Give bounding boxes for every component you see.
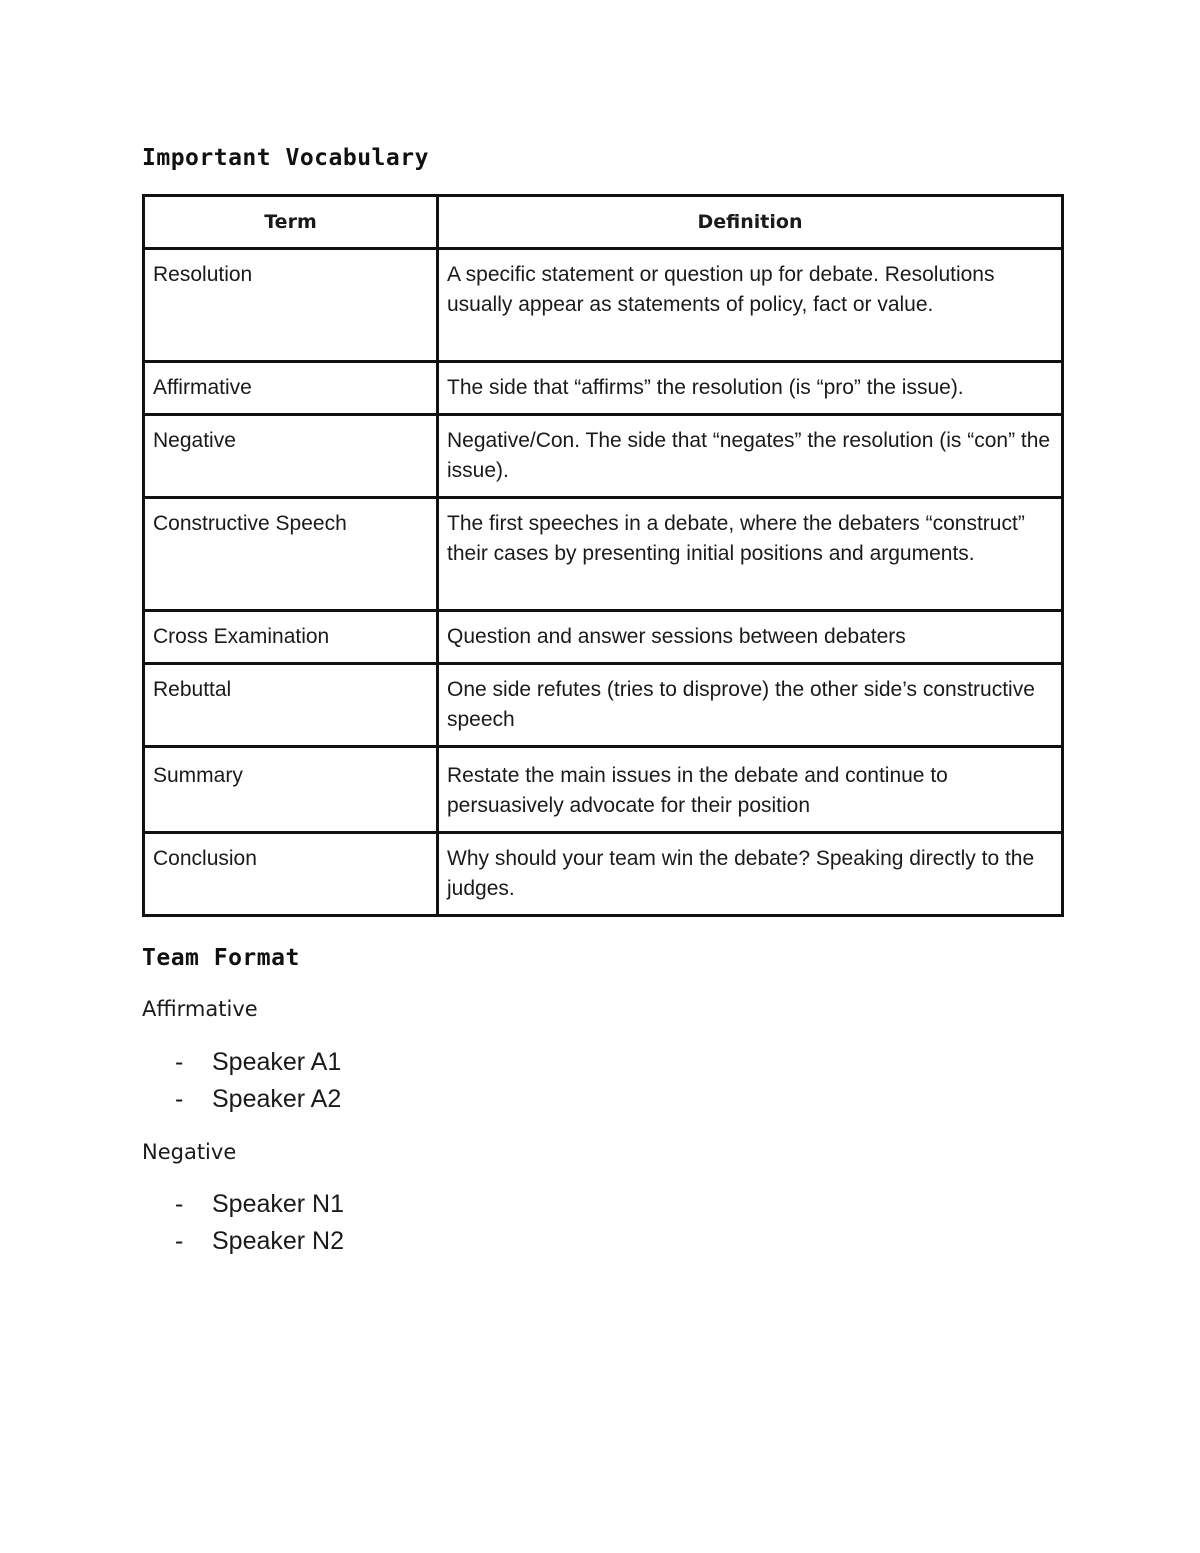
definition-cell: The first speeches in a debate, where the debaters “construct” their cases by presenting initial positions and arguments. bbox=[438, 498, 1063, 611]
term-cell: Constructive Speech bbox=[144, 498, 438, 611]
table-row bbox=[144, 249, 1063, 362]
list-item bbox=[175, 1081, 341, 1118]
table-row bbox=[144, 833, 1063, 916]
list-item bbox=[175, 1044, 341, 1081]
negative-speaker-list bbox=[175, 1186, 344, 1260]
team-format-heading: Team Format bbox=[142, 945, 300, 971]
vocabulary-heading: Important Vocabulary bbox=[142, 145, 429, 171]
term-cell: Rebuttal bbox=[144, 664, 438, 747]
term-cell: Resolution bbox=[144, 249, 438, 362]
affirmative-speaker-list bbox=[175, 1044, 341, 1118]
definition-cell: Question and answer sessions between debaters bbox=[438, 611, 1063, 664]
dash-bullet: - bbox=[175, 1190, 184, 1218]
table-row bbox=[144, 415, 1063, 498]
definition-column-header: Definition bbox=[438, 196, 1063, 249]
table-row bbox=[144, 498, 1063, 611]
vocabulary-table bbox=[142, 194, 1064, 917]
definition-cell: One side refutes (tries to disprove) the other side’s constructive speech bbox=[438, 664, 1063, 747]
definition-cell: Why should your team win the debate? Speaking directly to the judges. bbox=[438, 833, 1063, 916]
term-cell: Negative bbox=[144, 415, 438, 498]
term-cell: Cross Examination bbox=[144, 611, 438, 664]
term-cell: Affirmative bbox=[144, 362, 438, 415]
table-header-row bbox=[144, 196, 1063, 249]
dash-bullet: - bbox=[175, 1048, 184, 1076]
speaker-name: Speaker A1 bbox=[212, 1048, 342, 1076]
definition-cell: A specific statement or question up for debate. Resolutions usually appear as statements of policy, fact or value. bbox=[438, 249, 1063, 362]
affirmative-label: Affirmative bbox=[142, 997, 258, 1021]
term-cell: Summary bbox=[144, 747, 438, 833]
dash-bullet: - bbox=[175, 1227, 184, 1255]
table-row bbox=[144, 664, 1063, 747]
negative-label: Negative bbox=[142, 1140, 237, 1164]
definition-cell: The side that “affirms” the resolution (is “pro” the issue). bbox=[438, 362, 1063, 415]
definition-cell: Restate the main issues in the debate and continue to persuasively advocate for their position bbox=[438, 747, 1063, 833]
speaker-name: Speaker N2 bbox=[212, 1227, 345, 1255]
speaker-name: Speaker A2 bbox=[212, 1085, 342, 1113]
speaker-name: Speaker N1 bbox=[212, 1190, 345, 1218]
table-row bbox=[144, 611, 1063, 664]
table-row bbox=[144, 747, 1063, 833]
table-row bbox=[144, 362, 1063, 415]
term-column-header: Term bbox=[144, 196, 438, 249]
list-item bbox=[175, 1223, 344, 1260]
list-item bbox=[175, 1186, 344, 1223]
term-cell: Conclusion bbox=[144, 833, 438, 916]
definition-cell: Negative/Con. The side that “negates” the resolution (is “con” the issue). bbox=[438, 415, 1063, 498]
dash-bullet: - bbox=[175, 1085, 184, 1113]
